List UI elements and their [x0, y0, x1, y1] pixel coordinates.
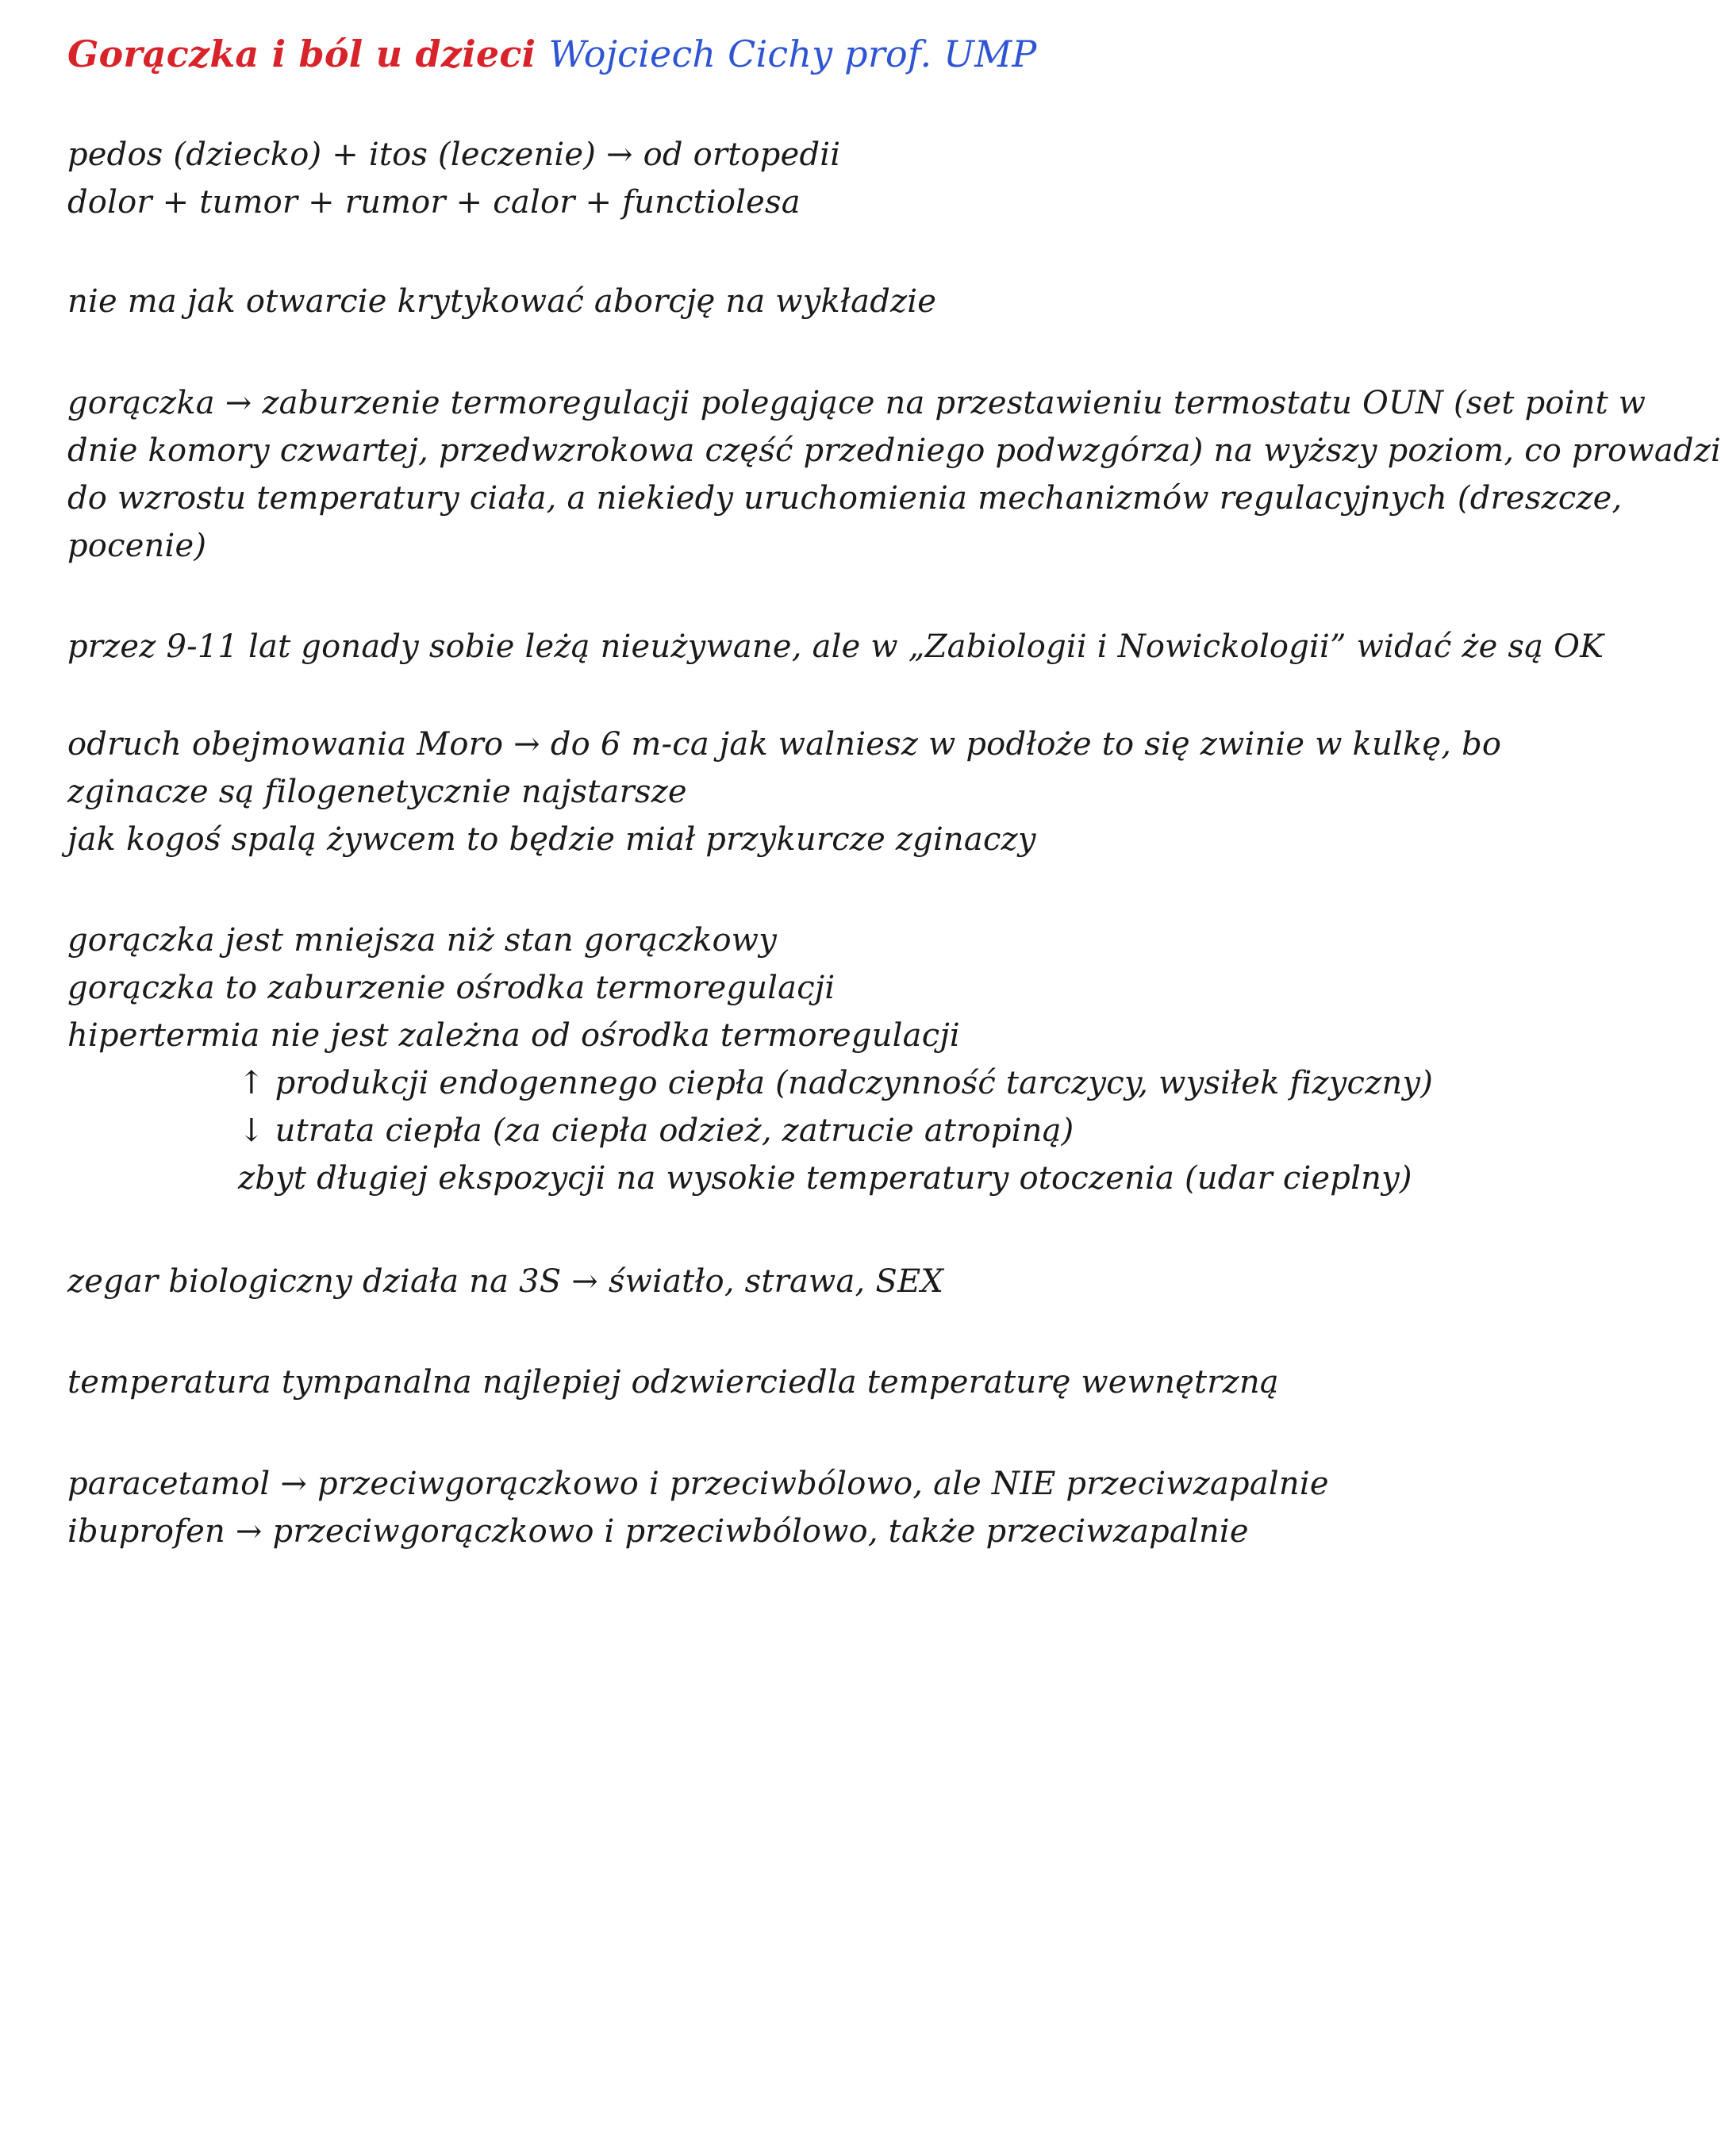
note-line-fever-vs-febrile-state: gorączka jest mniejsza niż stan gorączkowy — [67, 922, 778, 959]
note-line-tympanic-temperature: temperatura tympanalna najlepiej odzwierciedla temperaturę wewnętrzną — [67, 1364, 1279, 1401]
note-line-aside: nie ma jak otwarcie krytykować aborcję na wykładzie — [67, 283, 937, 320]
note-line-paracetamol: paracetamol → przeciwgorączkowo i przeciwbólowo, ale NIE przeciwzapalnie — [67, 1466, 1329, 1502]
note-line-hyperthermia-cause-1: ↑ produkcji endogennego ciepła (nadczynność tarczycy, wysiłek fizyczny) — [238, 1065, 1433, 1101]
title-author: Wojciech Cichy prof. UMP — [548, 33, 1037, 75]
note-line-fever-definition-1: gorączka → zaburzenie termoregulacji polegające na przestawieniu termostatu OUN (set point w — [67, 385, 1646, 421]
note-line-inflammation-signs: dolor + tumor + rumor + calor + functiolesa — [67, 184, 801, 221]
note-line-gonads: przez 9-11 lat gonady sobie leżą nieużywane, ale w „Zabiologii i Nowickologii” widać że są OK — [67, 628, 1604, 665]
note-line-hyperthermia: hipertermia nie jest zależna od ośrodka termoregulacji — [67, 1017, 960, 1054]
page-title — [67, 30, 1037, 78]
title-topic: Gorączka i ból u dzieci — [67, 33, 536, 75]
note-line-hyperthermia-cause-2: ↓ utrata ciepła (za ciepła odzież, zatrucie atropiną) — [238, 1113, 1074, 1149]
note-line-moro-reflex-2: zginacze są filogenetycznie najstarsze — [67, 774, 687, 810]
note-line-etymology: pedos (dziecko) + itos (leczenie) → od ortopedii — [67, 136, 841, 173]
note-line-moro-reflex-1: odruch obejmowania Moro → do 6 m-ca jak walniesz w podłoże to się zwinie w kulkę, bo — [67, 726, 1502, 763]
note-line-ibuprofen: ibuprofen → przeciwgorączkowo i przeciwbólowo, także przeciwzapalnie — [67, 1513, 1249, 1550]
note-line-fever-thermoregulation: gorączka to zaburzenie ośrodka termoregulacji — [67, 970, 836, 1006]
note-line-biological-clock: zegar biologiczny działa na 3S → światło, strawa, SEX — [67, 1263, 944, 1300]
note-line-fever-definition-2: dnie komory czwartej, przedwzrokowa część przedniego podwzgórza) na wyższy poziom, co prowadzi — [67, 432, 1721, 469]
note-line-hyperthermia-cause-3: zbyt długiej ekspozycji na wysokie temperatury otoczenia (udar cieplny) — [238, 1160, 1412, 1197]
note-line-flexor-contracture: jak kogoś spalą żywcem to będzie miał przykurcze zginaczy — [67, 821, 1036, 858]
note-line-fever-definition-3: do wzrostu temperatury ciała, a niekiedy uruchomienia mechanizmów regulacyjnych (dreszcze, — [67, 480, 1623, 517]
note-line-fever-definition-4: pocenie) — [67, 528, 207, 564]
